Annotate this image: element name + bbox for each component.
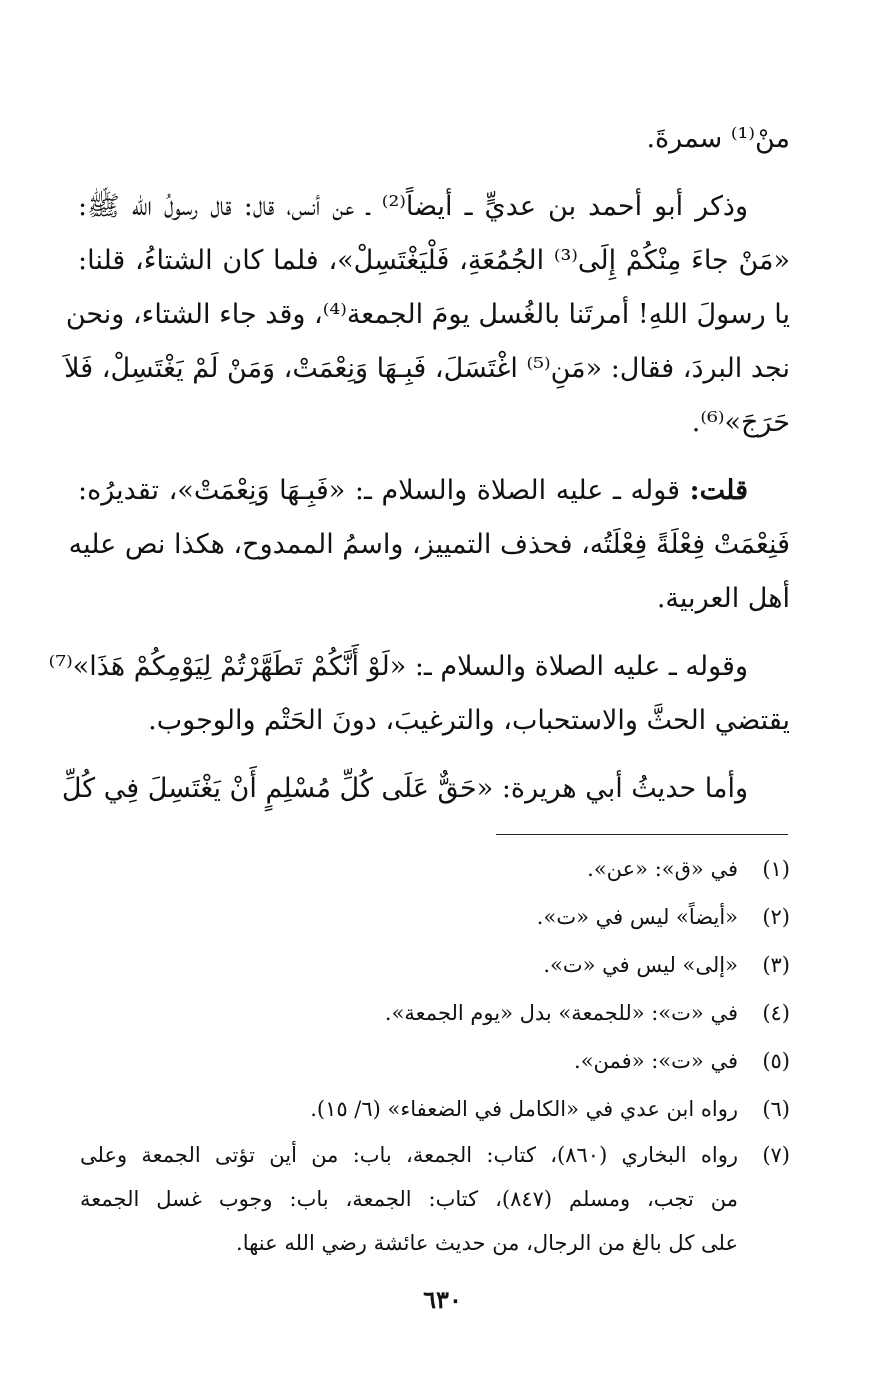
footnote-number: (٥): [762, 1049, 790, 1073]
footnote-text: «إلى» ليس في «ت».: [543, 953, 738, 977]
footnote-line: رواه البخاري (٨٦٠)، كتاب: الجمعة، باب: من أين تؤتى الجمعة وعلى: [80, 1143, 738, 1167]
text-line: [78, 464, 790, 518]
footnote-text: رواه ابن عدي في «الكامل في الضعفاء» (٦/ ١٥).: [310, 1097, 738, 1121]
page-number: ٦٣٠: [423, 1285, 462, 1314]
footnote-item: [80, 1085, 790, 1133]
footnote-text: [80, 1133, 738, 1265]
text-line: وأما حديثُ أبي هريرة: «حَقٌّ عَلَى كُلِّ مُسْلِمٍ أَنْ يَغْتَسِلَ فِي كُلِّ: [61, 773, 748, 804]
text-line: يا رسولَ اللهِ! أمرتَنا بالغُسل يومَ الجمعة⁽⁴⁾، وقد جاء الشتاء، ونحن: [65, 299, 790, 330]
text-line: حَرَجَ»⁽⁶⁾.: [691, 407, 790, 438]
footnote-number: (٤): [762, 1001, 790, 1025]
footnote-item: [80, 941, 790, 989]
footnote-item: [80, 1133, 790, 1265]
text-line: «مَنْ جاءَ مِنْكُمْ إِلَى⁽³⁾ الجُمُعَةِ، فَلْيَغْتَسِلْ»، فلما كان الشتاءُ، قلنا:: [78, 245, 791, 276]
footnote-item: [80, 1037, 790, 1085]
footnote-item: [80, 845, 790, 893]
footnote-number: (٦): [762, 1097, 790, 1121]
footnote-line: من تجب، ومسلم (٨٤٧)، كتاب: الجمعة، باب: وجوب غسل الجمعة: [80, 1187, 739, 1211]
text-line: يقتضي الحثَّ والاستحباب، والترغيبَ، دونَ الحَتْم والوجوب.: [148, 705, 790, 736]
text-line: وذكر أبو أحمد بن عديٍّ ـ أيضاً⁽²⁾ ـ عن أنس، قال: قال رسولُ الله ﷺ:: [78, 191, 748, 222]
footnote-line: على كل بالغ من الرجال، من حديث عائشة رضي الله عنها.: [236, 1231, 738, 1255]
text-line: فَنِعْمَتْ فِعْلَةً فِعْلَتُه، فحذف التمييز، واسمُ الممدوح، هكذا نص عليه: [68, 529, 790, 560]
text-line: أهل العربية.: [656, 583, 790, 614]
text-span: قوله ـ عليه الصلاة والسلام ـ: «فَبِـهَا وَنِعْمَتْ»، تقديرُه:: [78, 475, 690, 506]
qultu-label: قلت:: [689, 475, 748, 506]
footnote-text: في «ق»: «عن».: [587, 857, 738, 881]
text-line: وقوله ـ عليه الصلاة والسلام ـ: «لَوْ أَنَّكُمْ تَطَهَّرْتُمْ لِيَوْمِكُمْ هَذَا»⁽⁷⁾: [48, 651, 748, 682]
footnote-text: «أيضاً» ليس في «ت».: [536, 905, 738, 929]
footnote-divider: [496, 834, 788, 835]
footnote-number: (١): [762, 857, 790, 881]
footnote-item: [80, 893, 790, 941]
footnote-number: (٧): [762, 1143, 790, 1167]
footnote-number: (٣): [762, 953, 790, 977]
text-line: نجد البردَ، فقال: «مَنِ⁽⁵⁾ اغْتَسَلَ، فَبِـهَا وَنِعْمَتْ، وَمَنْ لَمْ يَغْتَسِلْ، فَلاَ: [64, 353, 790, 384]
footnote-text: في «ت»: «فمن».: [574, 1049, 738, 1073]
footnote-text: في «ت»: «للجمعة» بدل «يوم الجمعة».: [384, 1001, 738, 1025]
text-line: منْ⁽¹⁾ سمرةَ.: [646, 123, 790, 154]
footnote-item: [80, 989, 790, 1037]
footnotes: [80, 845, 790, 1265]
main-text: [48, 112, 791, 816]
footnote-number: (٢): [762, 905, 790, 929]
